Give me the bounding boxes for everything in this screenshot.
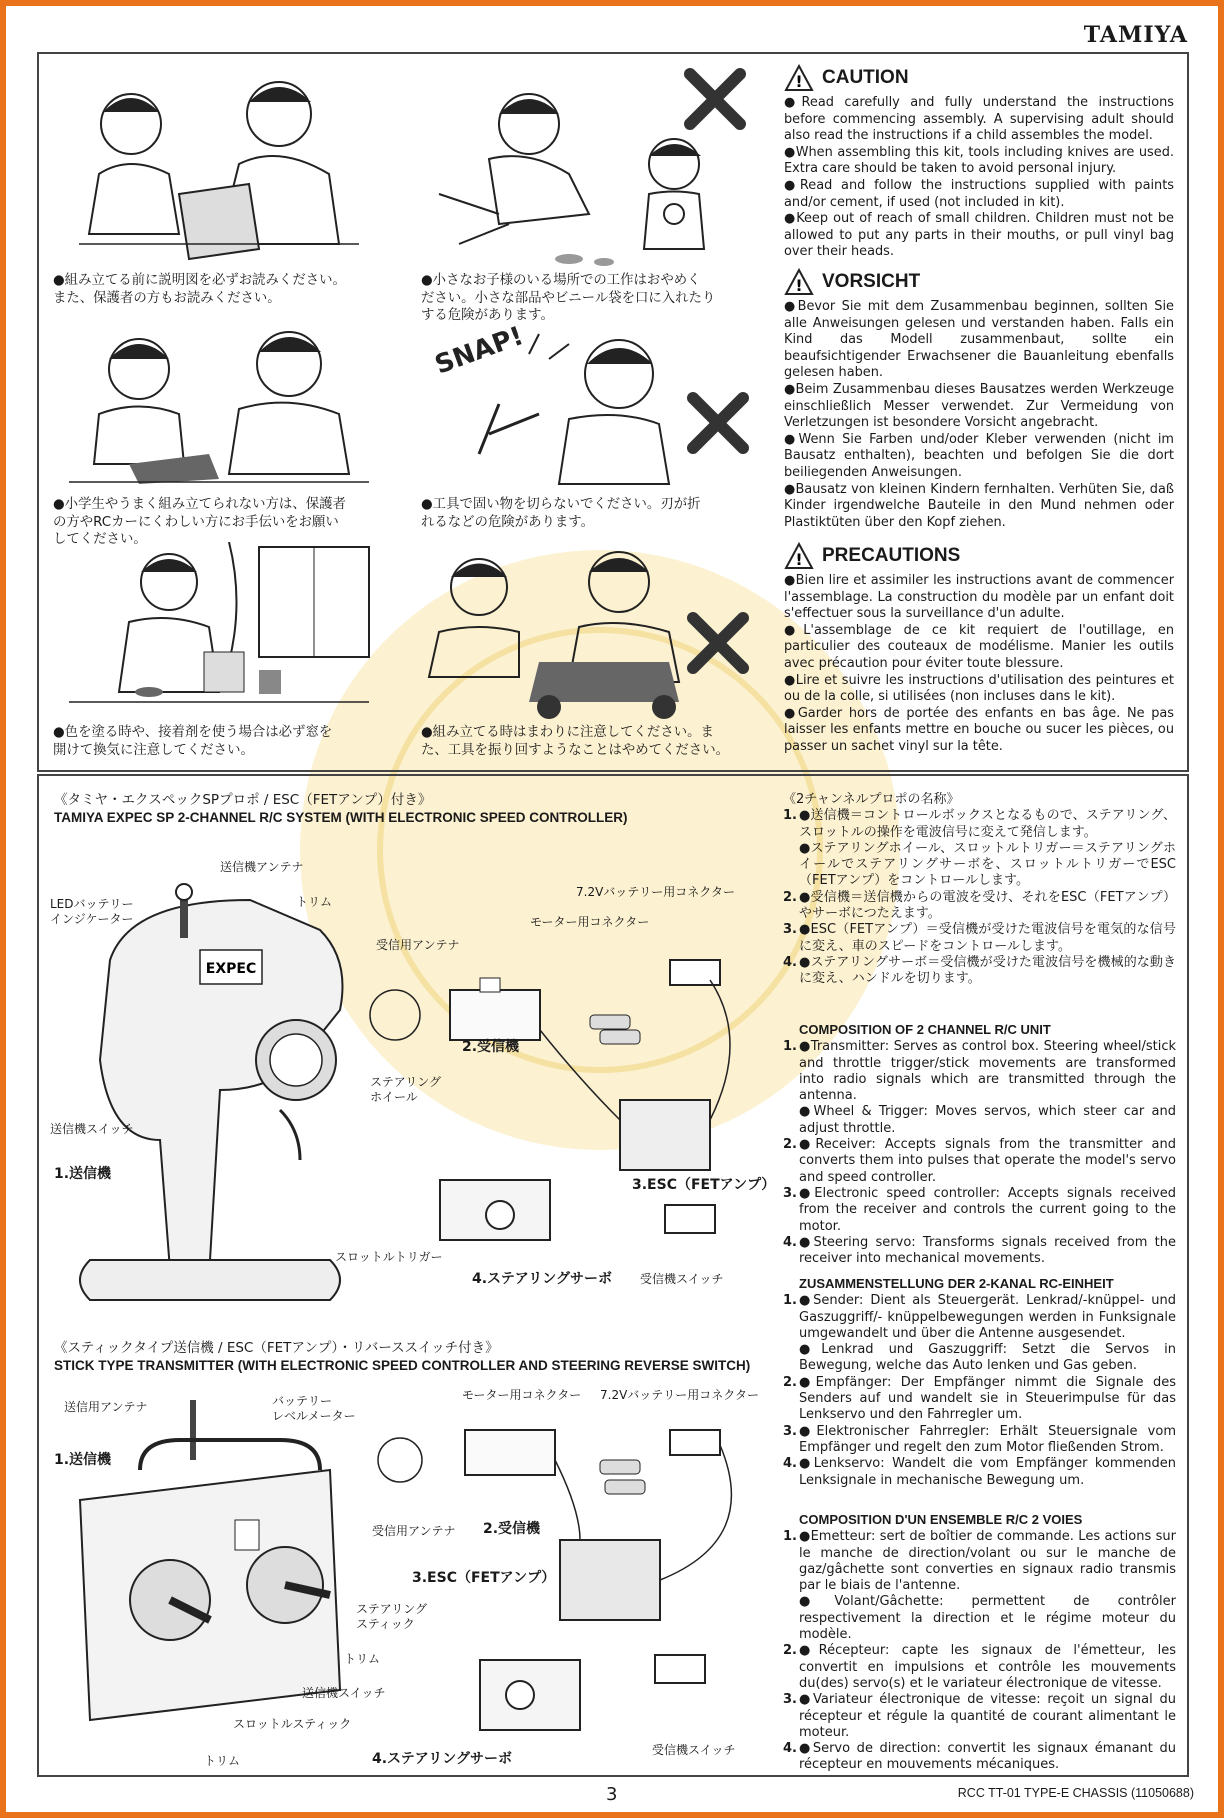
- list-item: 2. ●Récepteur: capte les signaux de l'émetteur, les convertit en impulsions et contrôle les mouvements du(des) servo(s) et le variateur électronique de vitesse.: [783, 1643, 1176, 1691]
- brand-logo: TAMIYA: [1083, 22, 1188, 48]
- list-item: 3. ●Variateur électronique de vitesse: reçoit un signal du récepteur et régule la quantité de courant alimentant le moteur.: [783, 1692, 1176, 1740]
- label-receiver-2: 2.受信機: [483, 1521, 541, 1537]
- list-item: 1. ●Sender: Dient als Steuergerät. Lenkrad/-knüppel- und Gaszuggriff/- knüppelbewegungen werden in Funksignale umgewandelt und über die Antenne ausgesendet.: [783, 1293, 1176, 1341]
- label-rx-antenna: 受信用アンテナ: [376, 938, 460, 952]
- list-item: 3. ●Elektronischer Fahrregler: Erhält Steuersignale vom Empfänger und regelt den zum Motor fließenden Strom.: [783, 1423, 1176, 1455]
- list-item: 4. ●Lenkservo: Wandelt die vom Empfänger kommenden Lenksignale in mechanische Bewegung um.: [783, 1456, 1176, 1488]
- warning-jp-5: ●色を塗る時や、接着剤を使う場合は必ず窓を 開けて換気に注意してください。: [53, 725, 333, 758]
- list-item: 4. ●Servo de direction: convertit les signaux émanant du récepteur en mouvements mécaniques.: [783, 1741, 1176, 1773]
- transmitter-face-text: EXPEC: [205, 961, 257, 977]
- list-item: 2. ●Empfänger: Der Empfänger nimmt die Signale des Senders auf und wandelt sie in Steuerimpulse für das Lenkservo und den Fahrregler um.: [783, 1374, 1176, 1423]
- composition-de-section: ZUSAMMENSTELLUNG DER 2-KANAL RC-EINHEIT 1. ●Sender: Dient als Steuergerät. Lenkrad/-knüppel- und Gaszuggriff/- knüppelbewegungen werden in Funksignale umgewandelt und über die Antenne ausgesendet. ●Lenkrad und Gaszuggriff: Setzt die Servos in Bewegung, welche das Auto lenken und Gas geben. 2. ●Empfänger: Der Empfänger nimmt die Signale des Senders auf und wandelt sie in Steuerimpulse für das Lenkservo und den Fahrregler um. 3. ●Elektronischer Fahrregler: Erhält Steuersignale vom Empfänger und regelt den zum Motor fließenden Strom. 4. ●Lenkservo: Wandelt die vom Empfänger kommenden Lenksignale in mechanische Bewegung um.: [783, 1276, 1176, 1488]
- cross-icon: [687, 612, 749, 674]
- precautions-item: ●L'assemblage de ce kit requiert de l'outillage, en particulier des couteaux de modélisme. Manier les outils avec précaution pour éviter toute blessure.: [784, 622, 1174, 671]
- label-battery-connector-2: 7.2Vバッテリー用コネクター: [600, 1388, 760, 1402]
- adult-helping-illustration: [59, 314, 389, 494]
- caution-title: CAUTION: [822, 66, 909, 88]
- list-item: 4. ●ステアリングサーボ＝受信機が受けた電波信号を機械的な動きに変え、ハンドルを切ります。: [783, 954, 1176, 987]
- label-esc-2: 3.ESC（FETアンプ）: [412, 1570, 556, 1586]
- cross-icon: [684, 68, 746, 130]
- swinging-tools-illustration: [419, 542, 719, 722]
- safety-panel: [37, 52, 1189, 772]
- list-item: 3. ●ESC（FETアンプ）＝受信機が受けた電波信号を電気的な信号に変え、車のスピードをコントロールします。: [783, 922, 1176, 954]
- label-throttle-trigger: スロットルトリガー: [335, 1250, 443, 1264]
- svg-text:!: !: [795, 72, 803, 91]
- label-rx-switch: 受信機スイッチ: [640, 1272, 724, 1286]
- list-item: 1. ●送信機＝コントロールボックスとなるもので、ステアリング、スロットルの操作を電波信号に変えて発信します。: [783, 808, 1176, 840]
- label-esc: 3.ESC（FETアンプ）: [632, 1177, 776, 1193]
- warning-jp-1: ●組み立てる前に説明図を必ずお読みください。 また、保護者の方もお読みください。: [53, 273, 346, 306]
- snapping-tool-illustration: [419, 314, 719, 494]
- list-item: 3. ●Electronic speed controller: Accepts signals received from the receiver and controls the current going to the motor.: [783, 1185, 1176, 1234]
- label-transmitter-2: 1.送信機: [54, 1452, 112, 1468]
- list-item: ●ステアリングホイール、スロットルトリガー＝ステアリングホイールでステアリングサーボを、スロットルトリガーでESC（FETアンプ）をコントロールします。: [799, 840, 1176, 889]
- caution-item: ●Read and follow the instructions supplied with paints and/or cement, if used (not included in kit).: [784, 177, 1174, 210]
- vorsicht-item: ●Bevor Sie mit dem Zusammenbau beginnen, sollten Sie alle Anweisungen gelesen und verstanden haben. Falls ein Kind das Modell zusammenbaut, sollte ein beaufsichtigender Erwachsener die Bauanleitung ebenfalls gelesen haben.: [784, 299, 1174, 381]
- list-item: 1. ●Transmitter: Serves as control box. Steering wheel/stick and throttle trigger/stick movements are transformed into radio signals which are transmitted through the antenna.: [783, 1039, 1176, 1104]
- names-jp-section: 《2チャンネルプロポの名称》 1. ●送信機＝コントロールボックスとなるもので、ステアリング、スロットルの操作を電波信号に変えて発信します。 ●ステアリングホイール、スロットルトリガー＝ステアリングホイールでステアリングサーボを、スロットルトリガーでESC（FETアンプ）をコントロールします。 2. ●受信機＝送信機からの電波を受け、それをESC（FETアンプ）やサーボにつたえます。 3. ●ESC（FETアンプ）＝受信機が受けた電波信号を電気的な信号に変え、車のスピードをコントロールします。 4. ●ステアリングサーボ＝受信機が受けた電波信号を機械的な動きに変え、ハンドルを切ります。: [783, 792, 1176, 987]
- vorsicht-item: ●Beim Zusammenbau dieses Bausatzes werden Werkzeuge einschließlich Messer verwendet. Zur Vermeidung von Verletzungen ist besondere Vorsicht angebracht.: [784, 381, 1174, 431]
- list-item: ●Wheel & Trigger: Moves servos, which steer car and adjust throttle.: [799, 1104, 1176, 1136]
- label-trim-2: トリム: [344, 1652, 381, 1666]
- painting-window-illustration: [59, 542, 389, 722]
- warning-triangle-icon: [784, 268, 814, 296]
- label-battery-meter: バッテリー レベルメーター: [272, 1394, 356, 1423]
- warning-jp-4: ●工具で固い物を切らないでください。刃が折 れるなどの危険があります。: [421, 497, 701, 530]
- label-trim: トリム: [296, 895, 333, 909]
- label-trim-3: トリム: [204, 1754, 241, 1768]
- footer-model-code: RCC TT-01 TYPE-E CHASSIS (11050688): [957, 1786, 1194, 1800]
- label-tx-antenna: 送信機アンテナ: [220, 860, 304, 874]
- vorsicht-section: [784, 268, 1174, 531]
- label-steering-stick: ステアリング スティック: [356, 1602, 428, 1631]
- cross-icon: [687, 392, 749, 454]
- label-transmitter: 1.送信機: [54, 1166, 112, 1182]
- label-tx-antenna-2: 送信用アンテナ: [64, 1400, 148, 1414]
- label-rx-antenna-2: 受信用アンテナ: [372, 1524, 456, 1538]
- label-led-battery: LEDバッテリー インジケーター: [50, 897, 134, 926]
- warning-jp-6: ●組み立てる時はまわりに注意してください。ま た、工具を振り回すようなことはやめてください。: [421, 725, 729, 758]
- receiver-icon: [450, 990, 540, 1040]
- precautions-section: [784, 542, 1174, 756]
- svg-text:!: !: [795, 550, 803, 569]
- caution-item: ●When assembling this kit, tools including knives are used. Extra care should be taken to avoid personal injury.: [784, 144, 1174, 177]
- caution-section: [784, 64, 1174, 261]
- vorsicht-item: ●Bausatz von kleinen Kindern fernhalten. Verhüten Sie, daß Kinder irgendwelche Bauteile in den Mund nehmen oder Plastiktüten über den Kopf ziehen.: [784, 481, 1174, 530]
- label-throttle-stick: スロットルスティック: [233, 1717, 352, 1731]
- label-servo-2: 4.ステアリングサーボ: [372, 1751, 512, 1767]
- label-receiver: 2.受信機: [462, 1039, 520, 1055]
- system2-title: 《スティックタイプ送信機 / ESC（FETアンプ）・リバーススイッチ付き》 STICK TYPE TRANSMITTER (WITH ELECTRONIC SPEED CONTROLLER AND STEERING REVERSE SWITCH): [54, 1340, 751, 1373]
- list-item: 4. ●Steering servo: Transforms signals received from the receiver into mechanical movements.: [783, 1234, 1176, 1267]
- warning-jp-3: ●小学生やうまく組み立てられない方は、保護者 の方やRCカーにくわしい方にお手伝いをお願い してください。: [53, 497, 346, 547]
- battery-connector-icon: [670, 960, 720, 985]
- reading-manual-illustration: [59, 64, 389, 264]
- list-item: 2. ●Receiver: Accepts signals from the transmitter and converts them into pulses that operate the model's servo and speed controller.: [783, 1137, 1176, 1185]
- precautions-item: ●Garder hors de portée des enfants en bas âge. Ne pas laisser les enfants mettre en bouche ou sucer les pièces, ou passer un sachet vinyl sur la tête.: [784, 705, 1174, 754]
- composition-fr-section: COMPOSITION D'UN ENSEMBLE R/C 2 VOIES 1. ●Emetteur: sert de boîtier de commande. Les actions sur le manche de direction/volant ou sur le manche de gaz/gâchette sont converties en signaux radio transmis par le biais de l'antenne. ●Volant/Gâchette: permettent de contrôler respectivement la direction et le régime moteur du modèle. 2. ●Récepteur: capte les signaux de l'émetteur, les convertit en impulsions et contrôle les mouvements du(des) servo(s) et le variateur électronique de vitesse. 3. ●Variateur électronique de vitesse: reçoit un signal du récepteur et régule la quantité de courant alimentant le moteur. 4. ●Servo de direction: convertit les signaux émanant du récepteur en mouvements mécaniques.: [783, 1512, 1176, 1773]
- receiver-icon: [465, 1430, 555, 1475]
- label-rx-switch-2: 受信機スイッチ: [652, 1743, 736, 1757]
- page-number: 3: [606, 1784, 618, 1805]
- list-item: ●Volant/Gâchette: permettent de contrôler respectivement la direction et le régime moteur du modèle.: [799, 1594, 1176, 1643]
- warning-triangle-icon: [784, 542, 814, 570]
- label-tx-switch-2: 送信機スイッチ: [302, 1686, 386, 1700]
- battery-connector-icon: [670, 1430, 720, 1455]
- list-item: 1. ●Emetteur: sert de boîtier de commande. Les actions sur le manche de direction/volant ou sur le manche de gaz/gâchette sont converties en signaux radio transmis par le biais de l'antenne.: [783, 1529, 1176, 1594]
- system1-title: 《タミヤ・エクスペックSPプロポ / ESC（FETアンプ）付き》 TAMIYA EXPEC SP 2-CHANNEL R/C SYSTEM (WITH ELECTRONIC SPEED CONTROLLER): [54, 792, 628, 825]
- vorsicht-title: VORSICHT: [822, 270, 921, 292]
- label-servo: 4.ステアリングサーボ: [472, 1271, 612, 1287]
- label-steering-wheel: ステアリング ホイール: [370, 1075, 442, 1104]
- vorsicht-item: ●Wenn Sie Farben und/oder Kleber verwenden (nicht im Bausatz enthalten), beachten und befolgen Sie die dort beiliegenden Anweisungen.: [784, 431, 1174, 480]
- label-battery-connector: 7.2Vバッテリー用コネクター: [576, 885, 736, 899]
- label-motor-connector: モーター用コネクター: [530, 915, 650, 929]
- list-item: ●Lenkrad und Gaszuggriff: Setzt die Servos in Bewegung, welche das Auto lenken und Gas geben.: [799, 1342, 1176, 1374]
- switch-icon: [655, 1655, 705, 1683]
- esc-icon: [560, 1540, 660, 1620]
- precautions-item: ●Bien lire et assimiler les instructions avant de commencer l'assemblage. La construction du modèle par un enfant doit s'effectuer sous la surveillance d'un adulte.: [784, 573, 1174, 622]
- svg-text:!: !: [795, 276, 803, 295]
- caution-item: ●Keep out of reach of small children. Children must not be allowed to put any parts in their mouths, or pull vinyl bag over their heads.: [784, 211, 1174, 260]
- switch-icon: [665, 1205, 715, 1233]
- warning-jp-2: ●小さなお子様のいる場所での工作はおやめく ださい。小さな部品やビニール袋を口に入れたり する危険があります。: [421, 273, 716, 323]
- label-tx-switch: 送信機スイッチ: [50, 1122, 134, 1136]
- precautions-item: ●Lire et suivre les instructions d'utilisation des peintures et ou de la colle, si utilisées (non incluses dans le kit).: [784, 672, 1174, 705]
- caution-item: ●Read carefully and fully understand the instructions before commencing assembly. A supervising adult should also read the instructions if a child assembles the model.: [784, 95, 1174, 144]
- esc-icon: [620, 1100, 710, 1170]
- label-motor-connector-2: モーター用コネクター: [462, 1388, 582, 1402]
- composition-en-section: COMPOSITION OF 2 CHANNEL R/C UNIT 1. ●Transmitter: Serves as control box. Steering wheel/stick and throttle trigger/stick movements are transformed into radio signals which are transmitted through the antenna. ●Wheel & Trigger: Moves servos, which steer car and adjust throttle. 2. ●Receiver: Accepts signals from the transmitter and converts them into pulses that operate the model's servo and speed controller. 3. ●Electronic speed controller: Accepts signals received from the receiver and controls the current going to the motor. 4. ●Steering servo: Transforms signals received from the receiver into mechanical movements.: [783, 1022, 1176, 1267]
- snap-text: SNAP!: [431, 321, 528, 381]
- list-item: 2. ●受信機＝送信機からの電波を受け、それをESC（FETアンプ）やサーボにつたえます。: [783, 889, 1176, 922]
- precautions-title: PRECAUTIONS: [822, 544, 961, 566]
- warning-triangle-icon: [784, 64, 814, 92]
